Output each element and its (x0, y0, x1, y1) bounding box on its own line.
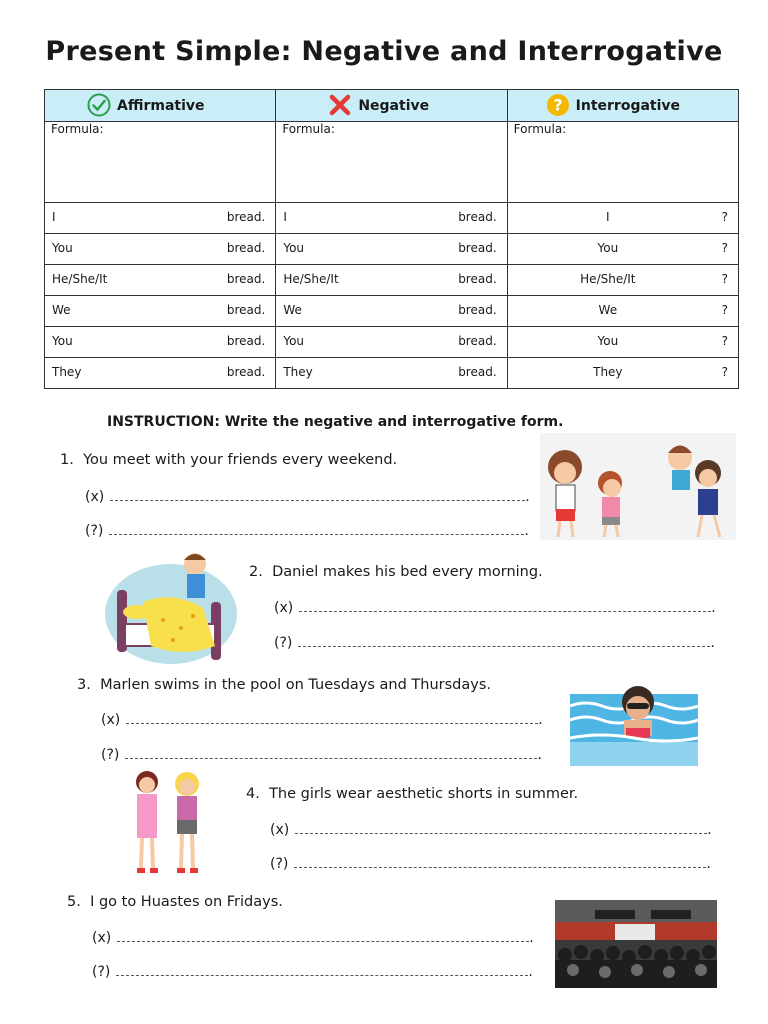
ending: bread. (458, 272, 497, 286)
table-row (45, 234, 739, 265)
affirmative-cell[interactable] (45, 358, 276, 389)
header-negative (276, 90, 507, 122)
interrogative-cell[interactable] (507, 265, 738, 296)
question-mark: ? (721, 334, 728, 348)
affirmative-cell[interactable] (45, 327, 276, 358)
negative-cell[interactable] (276, 203, 507, 234)
check-icon (87, 93, 111, 117)
crowded-station-photo (555, 900, 717, 988)
formula-row (45, 122, 739, 203)
exercise-2-sentence (249, 564, 543, 580)
subject: You (52, 241, 73, 255)
exercise-4-negative-line[interactable]: (x) . (270, 822, 712, 838)
subject: He/She/It (580, 272, 636, 286)
question-mark: (?) (101, 747, 120, 763)
negative-cell[interactable] (276, 265, 507, 296)
subject: I (283, 210, 287, 224)
exercise-number: 1. (60, 452, 74, 468)
exercise-text: You meet with your friends every weekend. (83, 452, 398, 468)
subject: You (52, 334, 73, 348)
subject: They (283, 365, 313, 379)
boy-making-bed-illustration (103, 550, 240, 668)
exercise-3-question-line[interactable]: (?) . (101, 747, 542, 763)
ending: bread. (226, 241, 266, 255)
negative-cell[interactable] (276, 296, 507, 327)
subject: We (52, 303, 71, 317)
question-mark: ? (721, 365, 728, 379)
question-mark: ? (721, 241, 728, 255)
table-header-row (45, 90, 739, 122)
table-row (45, 296, 739, 327)
exercise-1-question-line[interactable]: (?) . (85, 523, 529, 539)
conjugation-table (44, 89, 739, 389)
ending: bread. (226, 272, 266, 286)
negative-cell[interactable] (276, 327, 507, 358)
table-row (45, 358, 739, 389)
exercise-number: 2. (249, 564, 263, 580)
subject: You (283, 241, 305, 255)
ending: bread. (458, 334, 497, 348)
exercise-2-question-line[interactable]: (?) . (274, 635, 715, 651)
table-row (45, 203, 739, 234)
interrogative-cell[interactable] (507, 327, 738, 358)
subject: They (593, 365, 623, 379)
question-mark: ? (721, 210, 728, 224)
subject: He/She/It (52, 272, 108, 286)
formula-interrogative[interactable]: Formula: (507, 122, 738, 203)
formula-negative[interactable]: Formula: (276, 122, 507, 203)
exercise-3-sentence (77, 677, 491, 693)
exercise-2-negative-line[interactable]: (x) . (274, 600, 716, 616)
exercise-1-negative-line[interactable]: (x) . (85, 489, 530, 505)
formula-affirmative[interactable]: Formula: (45, 122, 276, 203)
affirmative-cell[interactable] (45, 265, 276, 296)
subject: You (283, 334, 305, 348)
exercise-3-negative-line[interactable]: (x) . (101, 712, 543, 728)
affirmative-cell[interactable] (45, 234, 276, 265)
question-mark: ? (721, 303, 728, 317)
girl-in-pool-illustration (570, 680, 698, 766)
two-girls-illustration (125, 768, 210, 876)
question-mark: ? (721, 272, 728, 286)
exercise-5-sentence (67, 894, 283, 910)
exercise-5-negative-line[interactable]: (x) . (92, 930, 534, 946)
affirmative-cell[interactable] (45, 203, 276, 234)
subject: He/She/It (283, 272, 339, 286)
subject: They (52, 365, 82, 379)
subject: I (606, 210, 610, 224)
ending: bread. (226, 365, 266, 379)
svg-text:?: ? (553, 95, 563, 115)
subject: We (598, 303, 618, 317)
exercise-text: I go to Huastes on Fridays. (90, 894, 283, 910)
ending: bread. (458, 210, 497, 224)
question-mark: (?) (274, 635, 293, 651)
header-label: Negative (358, 97, 430, 114)
exercise-text: Marlen swims in the pool on Tuesdays and Thursdays. (100, 677, 492, 693)
negative-mark: (x) (92, 930, 112, 946)
interrogative-cell[interactable] (507, 234, 738, 265)
subject: You (597, 334, 619, 348)
negative-mark: (x) (101, 712, 121, 728)
ending: bread. (226, 210, 266, 224)
ending: bread. (458, 241, 497, 255)
exercise-number: 3. (77, 677, 91, 693)
exercise-text: Daniel makes his bed every morning. (272, 564, 543, 580)
negative-mark: (x) (274, 600, 294, 616)
ending: bread. (458, 365, 497, 379)
exercise-4-question-line[interactable]: (?) . (270, 856, 711, 872)
subject: We (283, 303, 302, 317)
ending: bread. (226, 303, 266, 317)
interrogative-cell[interactable] (507, 358, 738, 389)
instruction-text: INSTRUCTION: Write the negative and interrogative form. (107, 414, 564, 430)
header-label: Affirmative (117, 97, 205, 114)
interrogative-cell[interactable] (507, 203, 738, 234)
question-mark: (?) (270, 856, 289, 872)
interrogative-cell[interactable] (507, 296, 738, 327)
exercise-1-sentence (60, 452, 397, 468)
exercise-4-sentence (246, 786, 578, 802)
exercise-number: 4. (246, 786, 260, 802)
ending: bread. (226, 334, 266, 348)
negative-mark: (x) (85, 489, 105, 505)
table-row (45, 327, 739, 358)
negative-cell[interactable] (276, 234, 507, 265)
ending: bread. (458, 303, 497, 317)
negative-cell[interactable] (276, 358, 507, 389)
exercise-text: The girls wear aesthetic shorts in summer. (269, 786, 579, 802)
subject: You (597, 241, 619, 255)
exercise-number: 5. (67, 894, 81, 910)
header-label: Interrogative (575, 97, 681, 114)
header-affirmative (45, 90, 276, 122)
table-row (45, 265, 739, 296)
worksheet-title: Present Simple: Negative and Interrogative (45, 36, 723, 67)
header-interrogative (507, 90, 738, 122)
question-icon (546, 93, 570, 117)
question-mark: (?) (85, 523, 104, 539)
question-mark: (?) (92, 964, 111, 980)
friends-walking-illustration (540, 433, 736, 540)
affirmative-cell[interactable] (45, 296, 276, 327)
negative-mark: (x) (270, 822, 290, 838)
cross-icon (328, 93, 352, 117)
exercise-5-question-line[interactable]: (?) . (92, 964, 533, 980)
subject: I (52, 210, 56, 224)
